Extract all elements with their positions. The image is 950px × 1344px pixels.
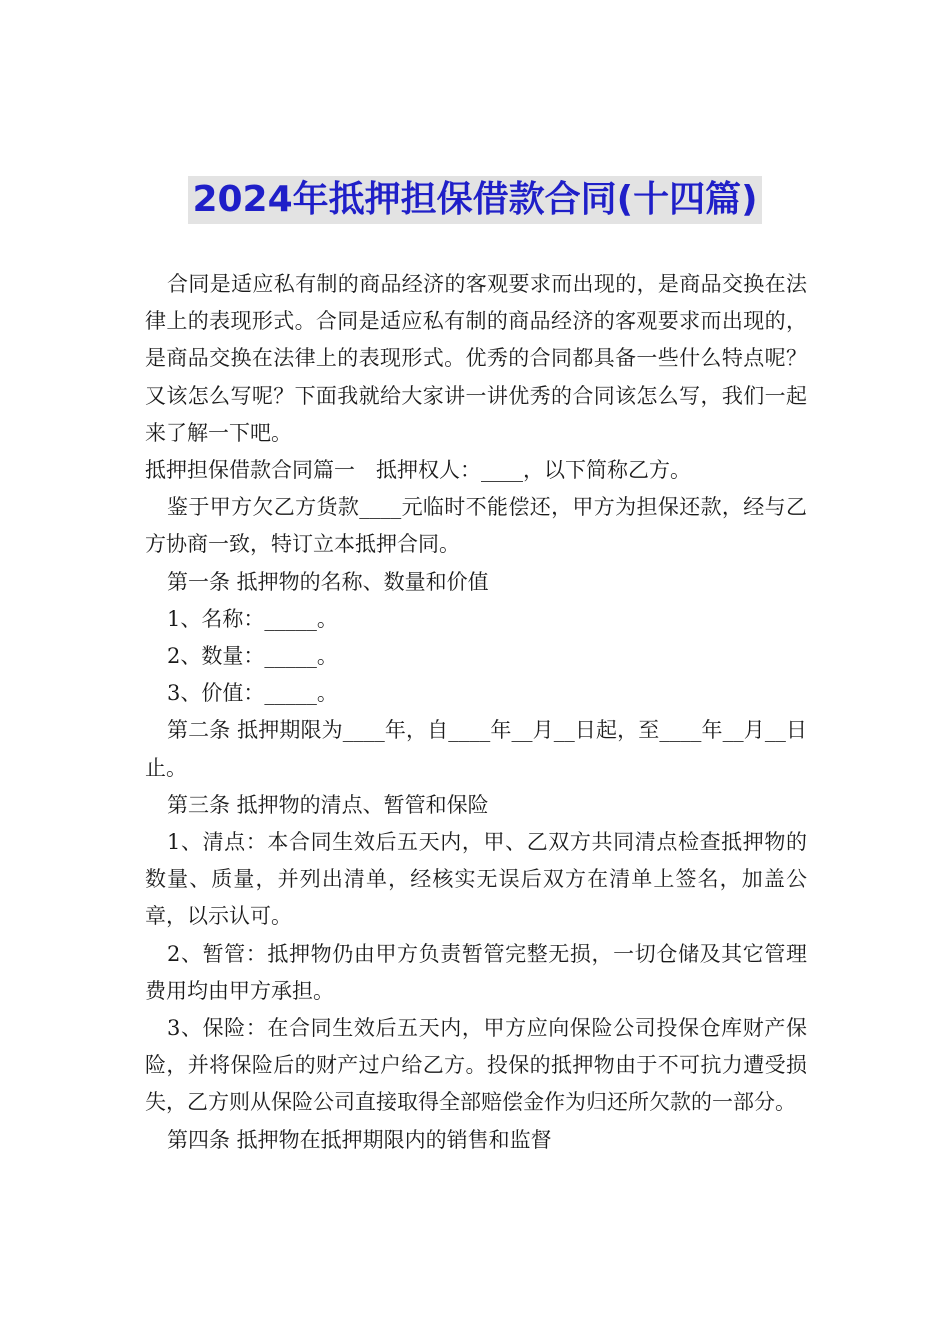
- document-title: 2024年抵押担保借款合同(十四篇): [188, 176, 761, 224]
- article-3-item-custody: 2、暂管：抵押物仍由甲方负责暂管完整无损，一切仓储及其它管理费用均由甲方承担。: [145, 941, 807, 1003]
- article-1-item-value: 3、价值：_____。: [167, 681, 338, 706]
- article-1-heading: 第一条 抵押物的名称、数量和价值: [167, 569, 489, 594]
- article-1-item-name: 1、名称：_____。: [167, 606, 338, 631]
- title-wrap: [0, 176, 950, 224]
- article-3-heading: 第三条 抵押物的清点、暂管和保险: [167, 792, 489, 817]
- article-1-item-quantity: 2、数量：_____。: [167, 644, 338, 669]
- article-3-item-inventory: 1、清点：本合同生效后五天内，甲、乙双方共同清点检查抵押物的数量、质量，并列出清单，经核实无误后双方在清单上签名，加盖公章，以示认可。: [145, 830, 807, 929]
- article-4-heading: 第四条 抵押物在抵押期限内的销售和监督: [167, 1127, 552, 1152]
- paragraph-recital: 鉴于甲方欠乙方货款____元临时不能偿还，甲方为担保还款，经与乙方协商一致，特订立本抵押合同。: [145, 495, 807, 557]
- paragraph-mortgagee: 抵押担保借款合同篇一 抵押权人：____，以下简称乙方。: [145, 458, 691, 483]
- article-3-item-insurance: 3、保险：在合同生效后五天内，甲方应向保险公司投保仓库财产保险，并将保险后的财产过户给乙方。投保的抵押物由于不可抗力遭受损失，乙方则从保险公司直接取得全部赔偿金作为归还所欠款的一部分。: [145, 1016, 807, 1115]
- document-body: [145, 266, 807, 1159]
- paragraph-intro: 合同是适应私有制的商品经济的客观要求而出现的，是商品交换在法律上的表现形式。合同是适应私有制的商品经济的客观要求而出现的，是商品交换在法律上的表现形式。优秀的合同都具备一些什么特点呢？又该怎么写呢？下面我就给大家讲一讲优秀的合同该怎么写，我们一起来了解一下吧。: [145, 272, 807, 445]
- article-2-term: 第二条 抵押期限为____年，自____年__月__日起，至____年__月__日止。: [145, 718, 807, 780]
